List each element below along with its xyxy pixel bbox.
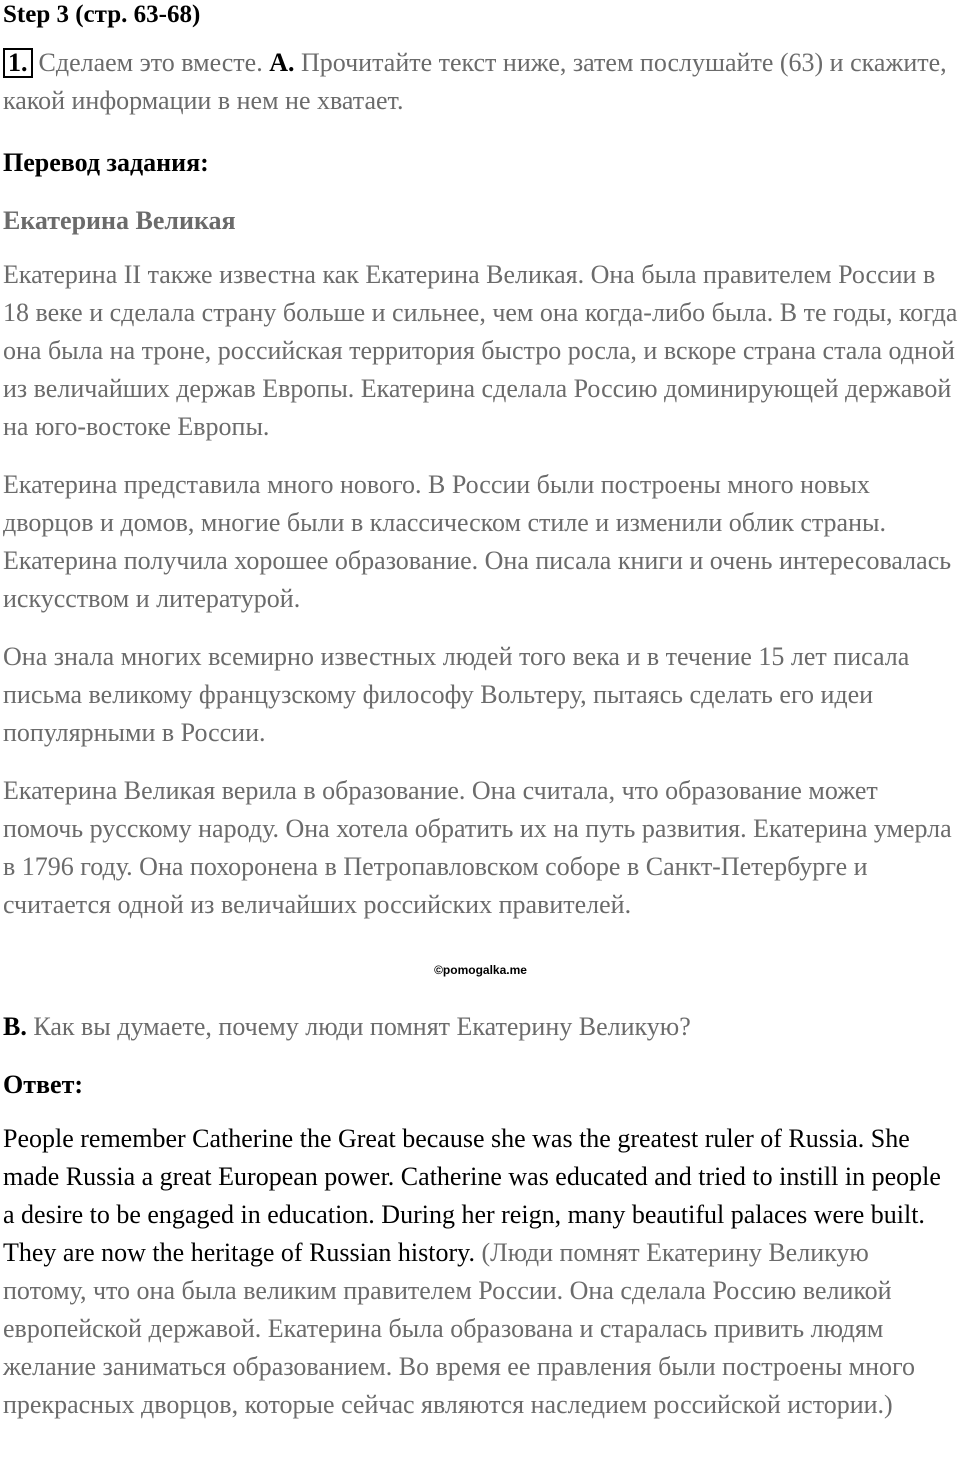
paragraph-1: Екатерина II также известна как Екатерина Великая. Она была правителем России в 18 веке и сделала страну больше и сильнее, чем она когда-либо была. В те годы, когда она была на троне, российская территория быстро росла, и вскоре страна стала одной из величайших держав Европы. Екатерина сделала Россию доминирующей державой на юго-востоке Европы. <box>3 260 958 441</box>
task-1-part-a-label: A. <box>269 48 295 77</box>
task-number-box: 1. <box>3 48 33 78</box>
answer-body <box>3 1120 958 1424</box>
answer-english: People remember Catherine the Great because she was the greatest ruler of Russia. She made Russia a great European power. Catherine was educated and tried to instill in people a desire to be engaged in education. During her reign, many beautiful palaces were built. They are now the heritage of Russian history. <box>3 1124 941 1267</box>
task-1 <box>3 44 958 120</box>
text-title: Екатерина Великая <box>3 206 236 235</box>
paragraph-2: Екатерина представила много нового. В России были построены много новых дворцов и домов, многие были в классическом стиле и изменили облик страны. Екатерина получила хорошее образование. Она писала книги и очень интересовалась искусством и литературой. <box>3 470 952 613</box>
task-b-label: B. <box>3 1012 27 1041</box>
page-title: Step 3 (стр. 63-68) <box>3 1 201 28</box>
task-1-intro: Сделаем это вместе. <box>38 48 263 77</box>
task-b <box>3 1008 958 1046</box>
watermark-copyright: ©pomogalka.me <box>434 963 527 977</box>
task-1-part-a-text: Прочитайте текст ниже, затем послушайте (63) и скажите, какой информации в нем не хватает. <box>3 48 947 115</box>
paragraph-4: Екатерина Великая верила в образование. Она считала, что образование может помочь русскому народу. Она хотела обратить их на путь развития. Екатерина умерла в 1796 году. Она похоронена в Петропавловском соборе в Санкт-Петербурге и считается одной из величайших российских правителей. <box>3 776 952 919</box>
translation-heading: Перевод задания: <box>3 148 209 177</box>
paragraph-3: Она знала многих всемирно известных людей того века и в течение 15 лет писала письма великому французскому философу Вольтеру, пытаясь сделать его идеи популярными в России. <box>3 642 910 747</box>
answer-russian: (Люди помнят Екатерину Великую потому, что она была великим правителем России. Она сделала Россию великой европейской державой. Екатерина была образована и старалась привить людям желание заниматься образованием. Во время ее правления были построены много прекрасных дворцов, которые сейчас являются наследием российской истории.) <box>3 1238 916 1419</box>
task-b-text: Как вы думаете, почему люди помнят Екатерину Великую? <box>33 1012 691 1041</box>
document-page <box>3 0 958 1424</box>
answer-heading: Ответ: <box>3 1070 84 1099</box>
